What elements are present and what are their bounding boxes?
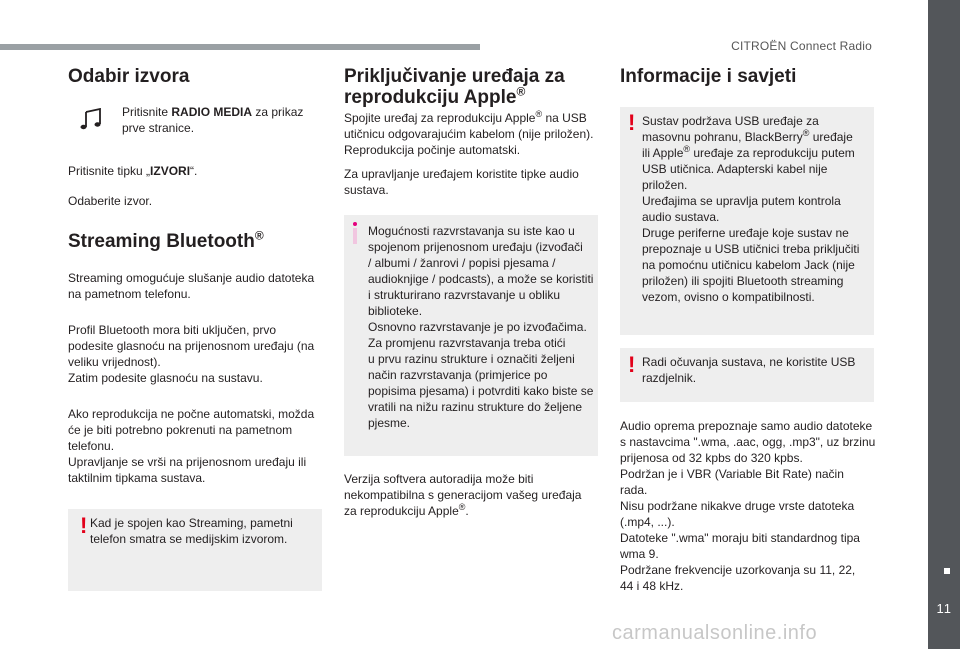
warning-icon: ! xyxy=(628,110,636,135)
warning-icon: ! xyxy=(628,352,636,377)
bt-paragraph-1: Streaming omogućuje slušanje audio datoteka na pametnom telefonu. xyxy=(68,271,315,301)
column-source-selection xyxy=(68,64,323,485)
heading-info-tips: Informacije i savjeti xyxy=(620,66,797,87)
bt-paragraph-2: Profil Bluetooth mora biti uključen, prvo podesite glasnoću na prijenosnom uređaju (na veliku vrijednost). Zatim podesite glasnoću na sustavu. xyxy=(68,323,315,385)
warning-note-streaming xyxy=(68,509,322,591)
info-icon xyxy=(353,228,357,244)
apple-paragraph-3: Verzija softvera autoradija može biti nekompatibilna s generacijom vašeg uređaja za reprodukciju Apple®. xyxy=(344,472,582,518)
page-marker-square xyxy=(944,568,950,574)
header-rule xyxy=(0,44,480,50)
warning-note-usb-support xyxy=(620,107,874,335)
info-note-sorting xyxy=(344,215,598,456)
apple-paragraph-1: Spojite uređaj za reprodukciju Apple® na USB utičnicu odgovarajućim kabelom (nije priložen). Reprodukcija počinje automatski. xyxy=(344,109,594,157)
bt-paragraph-3: Ako reprodukcija ne počne automatski, možda će je biti potrebno pokrenuti na pametnom telefonu. Upravljanje se vrši na prijenosnom uređaju ili taktilnim tipkama sustava. xyxy=(68,407,315,485)
warning-note-usb-hub xyxy=(620,348,874,402)
watermark: carmanualsonline.info xyxy=(612,622,818,644)
header-brand: CITROËN Connect Radio xyxy=(731,39,872,53)
warning-note-usb-support-text: Sustav podržava USB uređaje za masovnu pohranu, BlackBerry® uređaje ili Apple® uređaje za reprodukciju putem USB utičnica. Adapterski kabel nije priložen. Uređajima se upravlja putem kontrola audio sustava. Druge periferne uređaje koje sustav ne prepoznaje u USB utičnici treba priključiti na pomoćnu utičnicu kabelom Jack (nije priložen) ili spojiti Bluetooth streaming vezom, ovisno o kompatibilnosti. xyxy=(642,114,860,304)
warning-icon: ! xyxy=(80,513,88,538)
side-strip xyxy=(928,0,960,649)
press-radio-media-text: Pritisnite RADIO MEDIA za prikaz prve stranice. xyxy=(122,105,304,135)
warning-note-usb-hub-text: Radi očuvanja sustava, ne koristite USB razdjelnik. xyxy=(642,355,856,385)
press-sources-text: Pritisnite tipku „IZVORI“. xyxy=(68,164,198,178)
heading-streaming-bluetooth: Streaming Bluetooth® xyxy=(68,228,264,252)
page-number: 11 xyxy=(936,601,952,616)
apple-paragraph-2: Za upravljanje uređajem koristite tipke audio sustava. xyxy=(344,167,579,197)
audio-formats-paragraph: Audio oprema prepoznaje samo audio datoteke s nastavcima ".wma, .aac, ogg, .mp3", uz brzinu prijenosa od 32 kpbs do 320 kpbs. Podržan je i VBR (Variable Bit Rate) način rada. Nisu podržane nikakve druge vrste datoteka (.mp4, ...). Datoteke ".wma" moraju biti standardnog tipa wma 9. Podržane frekvencije uzorkovanja su 11, 22, 44 i 48 kHz. xyxy=(620,419,876,593)
warning-note-streaming-text: Kad je spojen kao Streaming, pametni telefon smatra se medijskim izvorom. xyxy=(90,516,293,546)
music-note-icon xyxy=(80,108,104,130)
heading-apple-connection: Priključivanje uređaja za reprodukciju Apple® xyxy=(344,66,565,108)
select-source-text: Odaberite izvor. xyxy=(68,194,153,208)
heading-source-selection: Odabir izvora xyxy=(68,66,190,87)
info-note-sorting-text: Mogućnosti razvrstavanja su iste kao u spojenom prijenosnom uređaju (izvođači / albumi / žanrovi / popisi pjesama / audioknjige / podcasts), a može se koristiti i strukturirano razvrstavanje u obliku biblioteke. Osnovno razvrstavanje je po izvođačima. Za promjenu razvrstavanja treba otići u prvu razinu strukture i označiti željeni način razvrstavanja (primjerice po popisima pjesama) i potvrditi kako biste se vratili na nižu razinu strukture do željene pjesme. xyxy=(368,224,594,430)
